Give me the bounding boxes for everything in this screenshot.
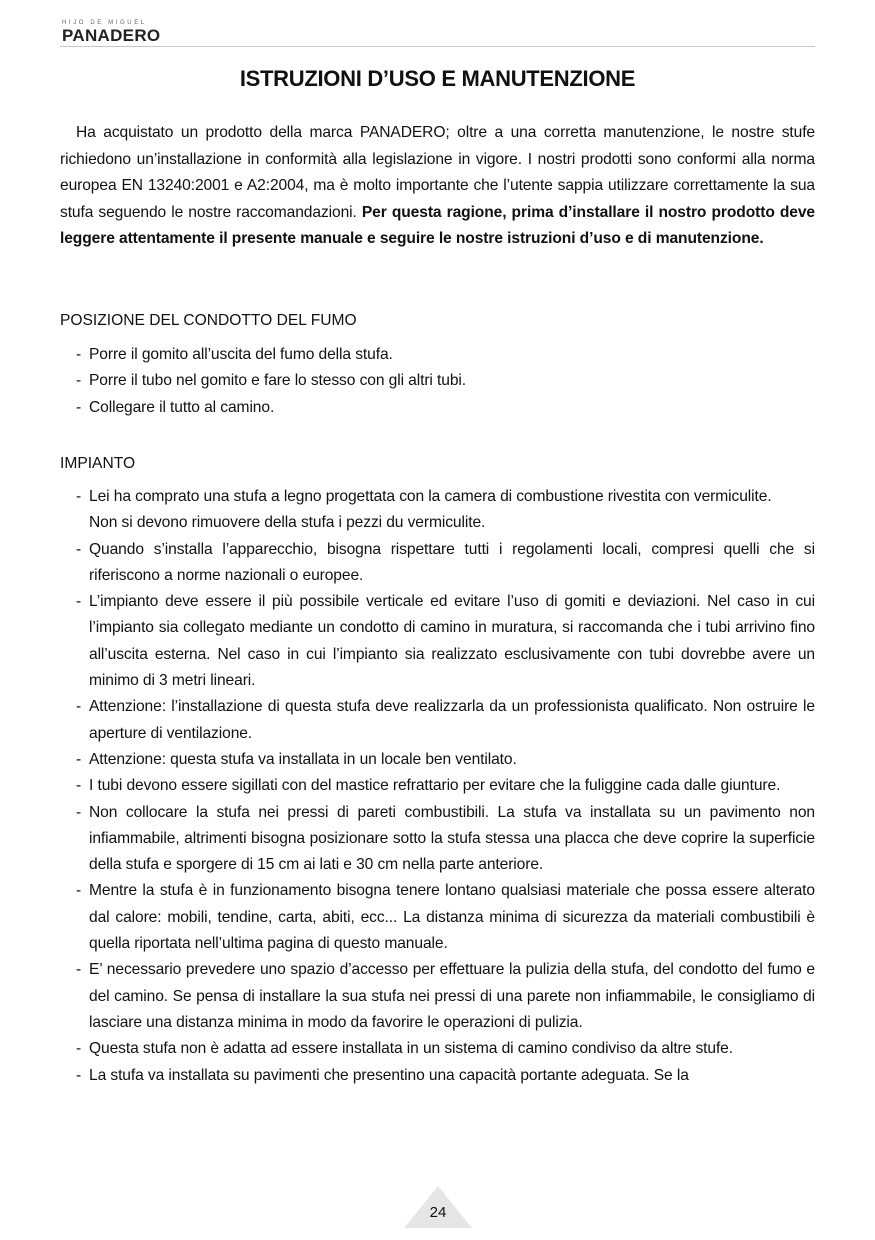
bullet-dash: - bbox=[76, 1040, 82, 1058]
list-item bbox=[60, 878, 815, 957]
bullet-dash: - bbox=[76, 698, 82, 716]
brand-logo bbox=[62, 20, 160, 45]
intro-paragraph bbox=[60, 120, 815, 253]
list-item-text: Non collocare la stufa nei pressi di pareti combustibili. La stufa va installata su un pavimento non infiammabile, altrimenti bisogna posizionare sotto la stufa stessa una placca che deve coprire la superficie della stufa e sporgere di 15 cm ai lati e 30 cm nella parte anteriore. bbox=[89, 803, 815, 874]
list-item bbox=[60, 1063, 815, 1089]
intro-bold-text: Per questa ragione, prima d’installare il nostro prodotto deve leggere attentamente il presente manuale e seguire le nostre istruzioni d’uso e di manutenzione. bbox=[60, 203, 816, 247]
list-item-text: Questa stufa non è adatta ad essere installata in un sistema di camino condiviso da altre stufe. bbox=[89, 1040, 733, 1058]
bullet-dash: - bbox=[76, 777, 82, 795]
list-item bbox=[60, 694, 815, 747]
list-item bbox=[60, 1036, 815, 1062]
bullet-dash: - bbox=[76, 488, 82, 505]
list-item-text: Lei ha comprato una stufa a legno progettata con la camera di combustione rivestita con vermiculite. bbox=[89, 488, 772, 505]
list-item-text: Collegare il tutto al camino. bbox=[89, 398, 275, 416]
bullet-dash: - bbox=[76, 372, 82, 390]
list-item bbox=[60, 484, 815, 537]
list-item-text: Attenzione: questa stufa va installata in un locale ben ventilato. bbox=[89, 750, 517, 768]
section-heading-installation: IMPIANTO bbox=[60, 455, 136, 472]
bullet-dash: - bbox=[76, 346, 82, 363]
list-item bbox=[60, 537, 815, 590]
list-item-continuation: Non si devono rimuovere della stufa i pezzi du vermiculite. bbox=[89, 514, 486, 532]
bullet-dash: - bbox=[76, 593, 82, 611]
list-item bbox=[60, 589, 815, 694]
header-divider bbox=[60, 46, 815, 47]
section-heading-smoke-duct: POSIZIONE DEL CONDOTTO DEL FUMO bbox=[60, 312, 357, 329]
page-number-badge bbox=[404, 1186, 472, 1228]
bullet-dash: - bbox=[76, 750, 82, 768]
bullet-dash: - bbox=[76, 803, 82, 821]
list-item bbox=[60, 773, 815, 799]
list-item bbox=[60, 395, 815, 421]
smoke-duct-list bbox=[60, 342, 815, 421]
list-item-text: L’impianto deve essere il più possibile verticale ed evitare l’uso di gomiti e deviazioni. Nel caso in cui l’impianto sia collegato mediante un condotto di camino in muratura, si raccomanda che i tubi arrivino fino all’uscita esterna. Nel caso in cui l’impianto sia realizzato esclusivamente con tubi dovrebbe avere un minimo di 3 metri lineari. bbox=[89, 593, 815, 690]
bullet-dash: - bbox=[76, 540, 82, 558]
list-item bbox=[60, 957, 815, 1036]
list-item bbox=[60, 800, 815, 879]
list-item-text: La stufa va installata su pavimenti che presentino una capacità portante adeguata. Se la bbox=[89, 1066, 689, 1084]
list-item-text: I tubi devono essere sigillati con del mastice refrattario per evitare che la fuliggine cada dalle giunture. bbox=[89, 777, 781, 795]
page-title: ISTRUZIONI D’USO E MANUTENZIONE bbox=[239, 66, 636, 91]
list-item-text: Mentre la stufa è in funzionamento bisogna tenere lontano qualsiasi materiale che possa essere alterato dal calore: mobili, tendine, carta, abiti, ecc... La distanza minima di sicurezza da materiali combustibili è quella riportata nell’ultima pagina di questo manuale. bbox=[89, 882, 815, 953]
bullet-dash: - bbox=[76, 1066, 82, 1084]
list-item bbox=[60, 368, 815, 394]
intro-text: Ha acquistato un prodotto della marca PANADERO; oltre a una corretta manutenzione, le nostre stufe richiedono un’installazione in conformità alla legislazione in vigore. I nostri prodotti sono conformi alla norma europea EN 13240:2001 e A2:2004, ma è molto importante che l’utente sappia utilizzare correttamente la sua stufa seguendo le nostre raccomandazioni. bbox=[60, 124, 815, 221]
list-item-text: Porre il tubo nel gomito e fare lo stesso con gli altri tubi. bbox=[89, 372, 467, 390]
list-item-text: Attenzione: l’installazione di questa stufa deve realizzarla da un professionista qualificato. Non ostruire le aperture di ventilazione. bbox=[89, 698, 815, 742]
bullet-dash: - bbox=[76, 961, 82, 979]
list-item bbox=[60, 747, 815, 773]
page-number: 24 bbox=[429, 1204, 447, 1221]
logo-tagline: HIJO DE MIGUEL bbox=[62, 20, 147, 26]
logo-brand-name: PANADERO bbox=[62, 26, 161, 45]
bullet-dash: - bbox=[76, 882, 82, 900]
bullet-dash: - bbox=[76, 398, 82, 416]
installation-list bbox=[60, 484, 815, 1089]
list-item-text: E’ necessario prevedere uno spazio d’accesso per effettuare la pulizia della stufa, del condotto del fumo e del camino. Se pensa di installare la sua stufa nei pressi di una parete non infiammabile, le consigliamo di lasciare una distanza minima in modo da favorire le operazioni di pulizia. bbox=[89, 961, 815, 1031]
list-item-text: Porre il gomito all’uscita del fumo della stufa. bbox=[89, 346, 393, 363]
list-item-text: Quando s’installa l’apparecchio, bisogna rispettare tutti i regolamenti locali, compresi quelli che si riferiscono a norme nazionali o europee. bbox=[89, 540, 815, 584]
list-item bbox=[60, 342, 815, 368]
